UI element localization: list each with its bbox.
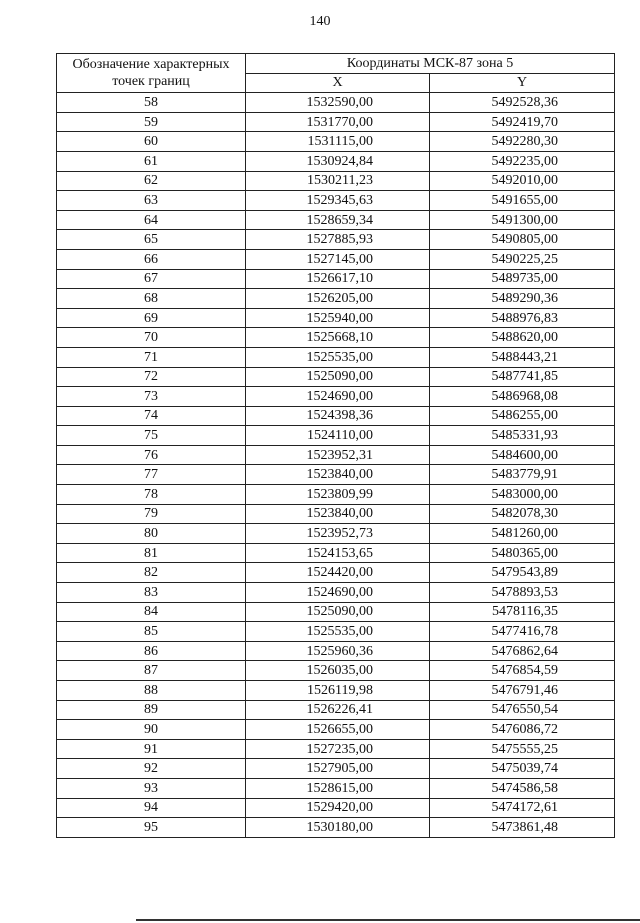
point-cell: 90 bbox=[57, 720, 246, 740]
x-coordinate-cell: 1531770,00 bbox=[246, 112, 430, 132]
x-coordinate-cell: 1528659,34 bbox=[246, 210, 430, 230]
y-coordinate-cell: 5476791,46 bbox=[430, 681, 615, 701]
x-coordinate-cell: 1530180,00 bbox=[246, 818, 430, 838]
y-coordinate-cell: 5483000,00 bbox=[430, 485, 615, 505]
x-coordinate-cell: 1525535,00 bbox=[246, 622, 430, 642]
y-coordinate-cell: 5478116,35 bbox=[430, 602, 615, 622]
table-row bbox=[57, 661, 615, 681]
table-row bbox=[57, 406, 615, 426]
y-coordinate-cell: 5490805,00 bbox=[430, 230, 615, 250]
y-coordinate-cell: 5474172,61 bbox=[430, 798, 615, 818]
table-row bbox=[57, 504, 615, 524]
point-cell: 68 bbox=[57, 289, 246, 309]
x-coordinate-cell: 1523809,99 bbox=[246, 485, 430, 505]
table-row bbox=[57, 230, 615, 250]
table-row bbox=[57, 367, 615, 387]
x-coordinate-cell: 1524398,36 bbox=[246, 406, 430, 426]
table-row bbox=[57, 485, 615, 505]
x-coordinate-cell: 1527885,93 bbox=[246, 230, 430, 250]
table-row bbox=[57, 563, 615, 583]
y-coordinate-cell: 5475555,25 bbox=[430, 739, 615, 759]
point-cell: 58 bbox=[57, 93, 246, 113]
table-row bbox=[57, 641, 615, 661]
point-cell: 84 bbox=[57, 602, 246, 622]
x-column-header: X bbox=[246, 73, 430, 93]
point-header-line2: точек границ bbox=[112, 74, 190, 90]
y-coordinate-cell: 5488443,21 bbox=[430, 347, 615, 367]
y-coordinate-cell: 5492528,36 bbox=[430, 93, 615, 113]
table-row bbox=[57, 778, 615, 798]
point-cell: 67 bbox=[57, 269, 246, 289]
point-column-header bbox=[57, 54, 246, 93]
point-cell: 79 bbox=[57, 504, 246, 524]
table-body bbox=[57, 93, 615, 838]
point-cell: 71 bbox=[57, 347, 246, 367]
x-coordinate-cell: 1523952,31 bbox=[246, 445, 430, 465]
point-cell: 70 bbox=[57, 328, 246, 348]
point-cell: 73 bbox=[57, 387, 246, 407]
x-coordinate-cell: 1525960,36 bbox=[246, 641, 430, 661]
x-coordinate-cell: 1529345,63 bbox=[246, 191, 430, 211]
page-bottom-line bbox=[136, 919, 640, 921]
table-row bbox=[57, 308, 615, 328]
y-coordinate-cell: 5483779,91 bbox=[430, 465, 615, 485]
x-coordinate-cell: 1529420,00 bbox=[246, 798, 430, 818]
table-row bbox=[57, 171, 615, 191]
table-row bbox=[57, 465, 615, 485]
x-coordinate-cell: 1527905,00 bbox=[246, 759, 430, 779]
point-cell: 74 bbox=[57, 406, 246, 426]
table-row bbox=[57, 739, 615, 759]
y-coordinate-cell: 5480365,00 bbox=[430, 543, 615, 563]
table-row bbox=[57, 132, 615, 152]
point-cell: 77 bbox=[57, 465, 246, 485]
x-coordinate-cell: 1524153,65 bbox=[246, 543, 430, 563]
point-cell: 92 bbox=[57, 759, 246, 779]
table-row bbox=[57, 151, 615, 171]
y-coordinate-cell: 5491300,00 bbox=[430, 210, 615, 230]
point-cell: 94 bbox=[57, 798, 246, 818]
y-coordinate-cell: 5476854,59 bbox=[430, 661, 615, 681]
y-coordinate-cell: 5485331,93 bbox=[430, 426, 615, 446]
y-coordinate-cell: 5479543,89 bbox=[430, 563, 615, 583]
x-coordinate-cell: 1527235,00 bbox=[246, 739, 430, 759]
y-coordinate-cell: 5492280,30 bbox=[430, 132, 615, 152]
table-row bbox=[57, 347, 615, 367]
point-cell: 83 bbox=[57, 583, 246, 603]
point-header-line1: Обозначение характерных bbox=[72, 57, 230, 73]
y-coordinate-cell: 5489290,36 bbox=[430, 289, 615, 309]
x-coordinate-cell: 1530924,84 bbox=[246, 151, 430, 171]
y-coordinate-cell: 5486255,00 bbox=[430, 406, 615, 426]
point-cell: 66 bbox=[57, 249, 246, 269]
table-row bbox=[57, 289, 615, 309]
x-coordinate-cell: 1525940,00 bbox=[246, 308, 430, 328]
table-header-row bbox=[57, 54, 615, 74]
table-row bbox=[57, 524, 615, 544]
x-coordinate-cell: 1523840,00 bbox=[246, 465, 430, 485]
x-coordinate-cell: 1528615,00 bbox=[246, 778, 430, 798]
table-row bbox=[57, 681, 615, 701]
y-coordinate-cell: 5476550,54 bbox=[430, 700, 615, 720]
table-row bbox=[57, 583, 615, 603]
x-coordinate-cell: 1526205,00 bbox=[246, 289, 430, 309]
point-cell: 62 bbox=[57, 171, 246, 191]
point-cell: 82 bbox=[57, 563, 246, 583]
y-coordinate-cell: 5489735,00 bbox=[430, 269, 615, 289]
x-coordinate-cell: 1524690,00 bbox=[246, 387, 430, 407]
point-cell: 60 bbox=[57, 132, 246, 152]
x-coordinate-cell: 1526226,41 bbox=[246, 700, 430, 720]
x-coordinate-cell: 1524690,00 bbox=[246, 583, 430, 603]
x-coordinate-cell: 1525668,10 bbox=[246, 328, 430, 348]
x-coordinate-cell: 1525090,00 bbox=[246, 367, 430, 387]
y-coordinate-cell: 5491655,00 bbox=[430, 191, 615, 211]
point-cell: 95 bbox=[57, 818, 246, 838]
y-coordinate-cell: 5477416,78 bbox=[430, 622, 615, 642]
point-cell: 72 bbox=[57, 367, 246, 387]
x-coordinate-cell: 1524110,00 bbox=[246, 426, 430, 446]
y-coordinate-cell: 5481260,00 bbox=[430, 524, 615, 544]
y-column-header: Y bbox=[430, 73, 615, 93]
coords-column-header: Координаты МСК-87 зона 5 bbox=[246, 54, 615, 74]
table-row bbox=[57, 426, 615, 446]
x-coordinate-cell: 1526655,00 bbox=[246, 720, 430, 740]
coordinates-table bbox=[56, 53, 615, 838]
table-row bbox=[57, 445, 615, 465]
table-row bbox=[57, 269, 615, 289]
point-cell: 69 bbox=[57, 308, 246, 328]
table-row bbox=[57, 93, 615, 113]
point-cell: 78 bbox=[57, 485, 246, 505]
table-row bbox=[57, 112, 615, 132]
y-coordinate-cell: 5487741,85 bbox=[430, 367, 615, 387]
y-coordinate-cell: 5490225,25 bbox=[430, 249, 615, 269]
y-coordinate-cell: 5476086,72 bbox=[430, 720, 615, 740]
table-row bbox=[57, 249, 615, 269]
y-coordinate-cell: 5473861,48 bbox=[430, 818, 615, 838]
point-cell: 86 bbox=[57, 641, 246, 661]
y-coordinate-cell: 5492235,00 bbox=[430, 151, 615, 171]
point-cell: 81 bbox=[57, 543, 246, 563]
point-cell: 80 bbox=[57, 524, 246, 544]
point-cell: 63 bbox=[57, 191, 246, 211]
table-row bbox=[57, 191, 615, 211]
y-coordinate-cell: 5492010,00 bbox=[430, 171, 615, 191]
point-cell: 61 bbox=[57, 151, 246, 171]
x-coordinate-cell: 1525535,00 bbox=[246, 347, 430, 367]
table-row bbox=[57, 700, 615, 720]
x-coordinate-cell: 1523952,73 bbox=[246, 524, 430, 544]
table-row bbox=[57, 622, 615, 642]
table-row bbox=[57, 798, 615, 818]
x-coordinate-cell: 1532590,00 bbox=[246, 93, 430, 113]
x-coordinate-cell: 1525090,00 bbox=[246, 602, 430, 622]
point-cell: 59 bbox=[57, 112, 246, 132]
table-row bbox=[57, 387, 615, 407]
table-row bbox=[57, 720, 615, 740]
x-coordinate-cell: 1526119,98 bbox=[246, 681, 430, 701]
y-coordinate-cell: 5488976,83 bbox=[430, 308, 615, 328]
point-cell: 64 bbox=[57, 210, 246, 230]
point-cell: 88 bbox=[57, 681, 246, 701]
point-cell: 65 bbox=[57, 230, 246, 250]
point-cell: 93 bbox=[57, 778, 246, 798]
point-cell: 75 bbox=[57, 426, 246, 446]
x-coordinate-cell: 1530211,23 bbox=[246, 171, 430, 191]
point-cell: 85 bbox=[57, 622, 246, 642]
table-row bbox=[57, 818, 615, 838]
y-coordinate-cell: 5492419,70 bbox=[430, 112, 615, 132]
table-row bbox=[57, 602, 615, 622]
page-number: 140 bbox=[309, 14, 331, 29]
point-cell: 87 bbox=[57, 661, 246, 681]
table-row bbox=[57, 328, 615, 348]
y-coordinate-cell: 5474586,58 bbox=[430, 778, 615, 798]
x-coordinate-cell: 1526617,10 bbox=[246, 269, 430, 289]
x-coordinate-cell: 1527145,00 bbox=[246, 249, 430, 269]
table-row bbox=[57, 543, 615, 563]
x-coordinate-cell: 1531115,00 bbox=[246, 132, 430, 152]
point-cell: 91 bbox=[57, 739, 246, 759]
x-coordinate-cell: 1523840,00 bbox=[246, 504, 430, 524]
x-coordinate-cell: 1526035,00 bbox=[246, 661, 430, 681]
y-coordinate-cell: 5478893,53 bbox=[430, 583, 615, 603]
table-row bbox=[57, 210, 615, 230]
table-row bbox=[57, 759, 615, 779]
point-cell: 76 bbox=[57, 445, 246, 465]
y-coordinate-cell: 5475039,74 bbox=[430, 759, 615, 779]
x-coordinate-cell: 1524420,00 bbox=[246, 563, 430, 583]
y-coordinate-cell: 5486968,08 bbox=[430, 387, 615, 407]
y-coordinate-cell: 5488620,00 bbox=[430, 328, 615, 348]
point-cell: 89 bbox=[57, 700, 246, 720]
y-coordinate-cell: 5484600,00 bbox=[430, 445, 615, 465]
y-coordinate-cell: 5482078,30 bbox=[430, 504, 615, 524]
y-coordinate-cell: 5476862,64 bbox=[430, 641, 615, 661]
